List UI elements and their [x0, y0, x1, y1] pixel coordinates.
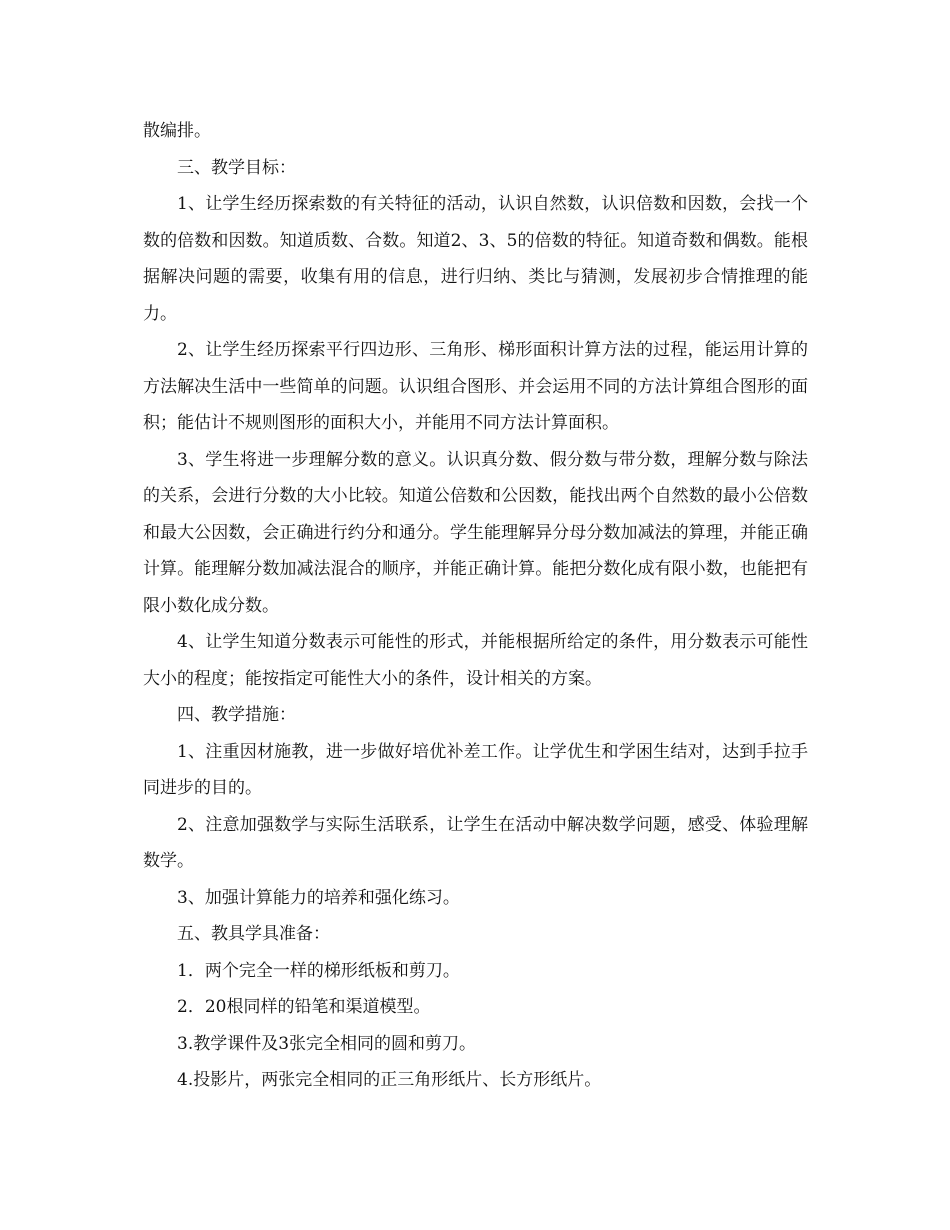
heading-teaching-aids: [143, 916, 808, 953]
heading-teaching-goals: [143, 150, 808, 187]
aid-item-4: [143, 1062, 808, 1099]
aid-item-2: [143, 989, 808, 1026]
paragraph-text: 1．两个完全一样的梯形纸板和剪刀。: [177, 960, 460, 981]
paragraph-text: 3、学生将进一步理解分数的意义。认识真分数、假分数与带分数，理解分数与除法的关系，会进行分数的大小比较。知道公倍数和公因数，能找出两个自然数的最小公倍数和最大公因数，会正确进行约分和通分。学生能理解异分母分数加减法的算理，并能正确计算。能理解分数加减法混合的顺序，并能正确计算。能把分数化成有限小数，也能把有限小数化成分数。: [143, 449, 808, 616]
measure-item-2: [143, 807, 808, 880]
paragraph-text: 1、让学生经历探索数的有关特征的活动，认识自然数，认识倍数和因数，会找一个数的倍数和因数。知道质数、合数。知道2、3、5的倍数的特征。知道奇数和偶数。能根据解决问题的需要，收集有用的信息，进行归纳、类比与猜测，发展初步合情推理的能力。: [143, 194, 808, 324]
heading-text: 四、教学措施：: [177, 705, 296, 725]
goal-item-2: [143, 332, 808, 442]
paragraph-text: 3.教学课件及3张完全相同的圆和剪刀。: [177, 1033, 477, 1054]
goal-item-4: [143, 624, 808, 697]
measure-item-3: [143, 880, 808, 917]
heading-text: 三、教学目标：: [177, 157, 296, 178]
paragraph-text: 2、让学生经历探索平行四边形、三角形、梯形面积计算方法的过程，能运用计算的方法解决生活中一些简单的问题。认识组合图形、并会运用不同的方法计算组合图形的面积；能估计不规则图形的面积大小，并能用不同方法计算面积。: [143, 340, 808, 433]
goal-item-1: [143, 186, 808, 332]
goal-item-3: [143, 442, 808, 625]
paragraph-text: 散编排。: [143, 121, 211, 141]
paragraph-continuation: [143, 113, 808, 150]
aid-item-3: [143, 1026, 808, 1063]
measure-item-1: [143, 734, 808, 807]
paragraph-text: 2．20根同样的铅笔和渠道模型。: [177, 997, 431, 1017]
paragraph-text: 2、注意加强数学与实际生活联系，让学生在活动中解决数学问题，感受、体验理解数学。: [143, 814, 808, 871]
paragraph-text: 4、让学生知道分数表示可能性的形式，并能根据所给定的条件，用分数表示可能性大小的程度；能按指定可能性大小的条件，设计相关的方案。: [143, 632, 808, 689]
paragraph-text: 3、加强计算能力的培养和强化练习。: [177, 887, 460, 908]
heading-teaching-measures: [143, 697, 808, 734]
document-page: [143, 113, 808, 1099]
paragraph-text: 4.投影片，两张完全相同的正三角形纸片、长方形纸片。: [177, 1070, 602, 1090]
heading-text: 五、教具学具准备：: [177, 924, 330, 944]
paragraph-text: 1、注重因材施教，进一步做好培优补差工作。让学优生和学困生结对，达到手拉手同进步的目的。: [143, 741, 808, 798]
aid-item-1: [143, 953, 808, 990]
